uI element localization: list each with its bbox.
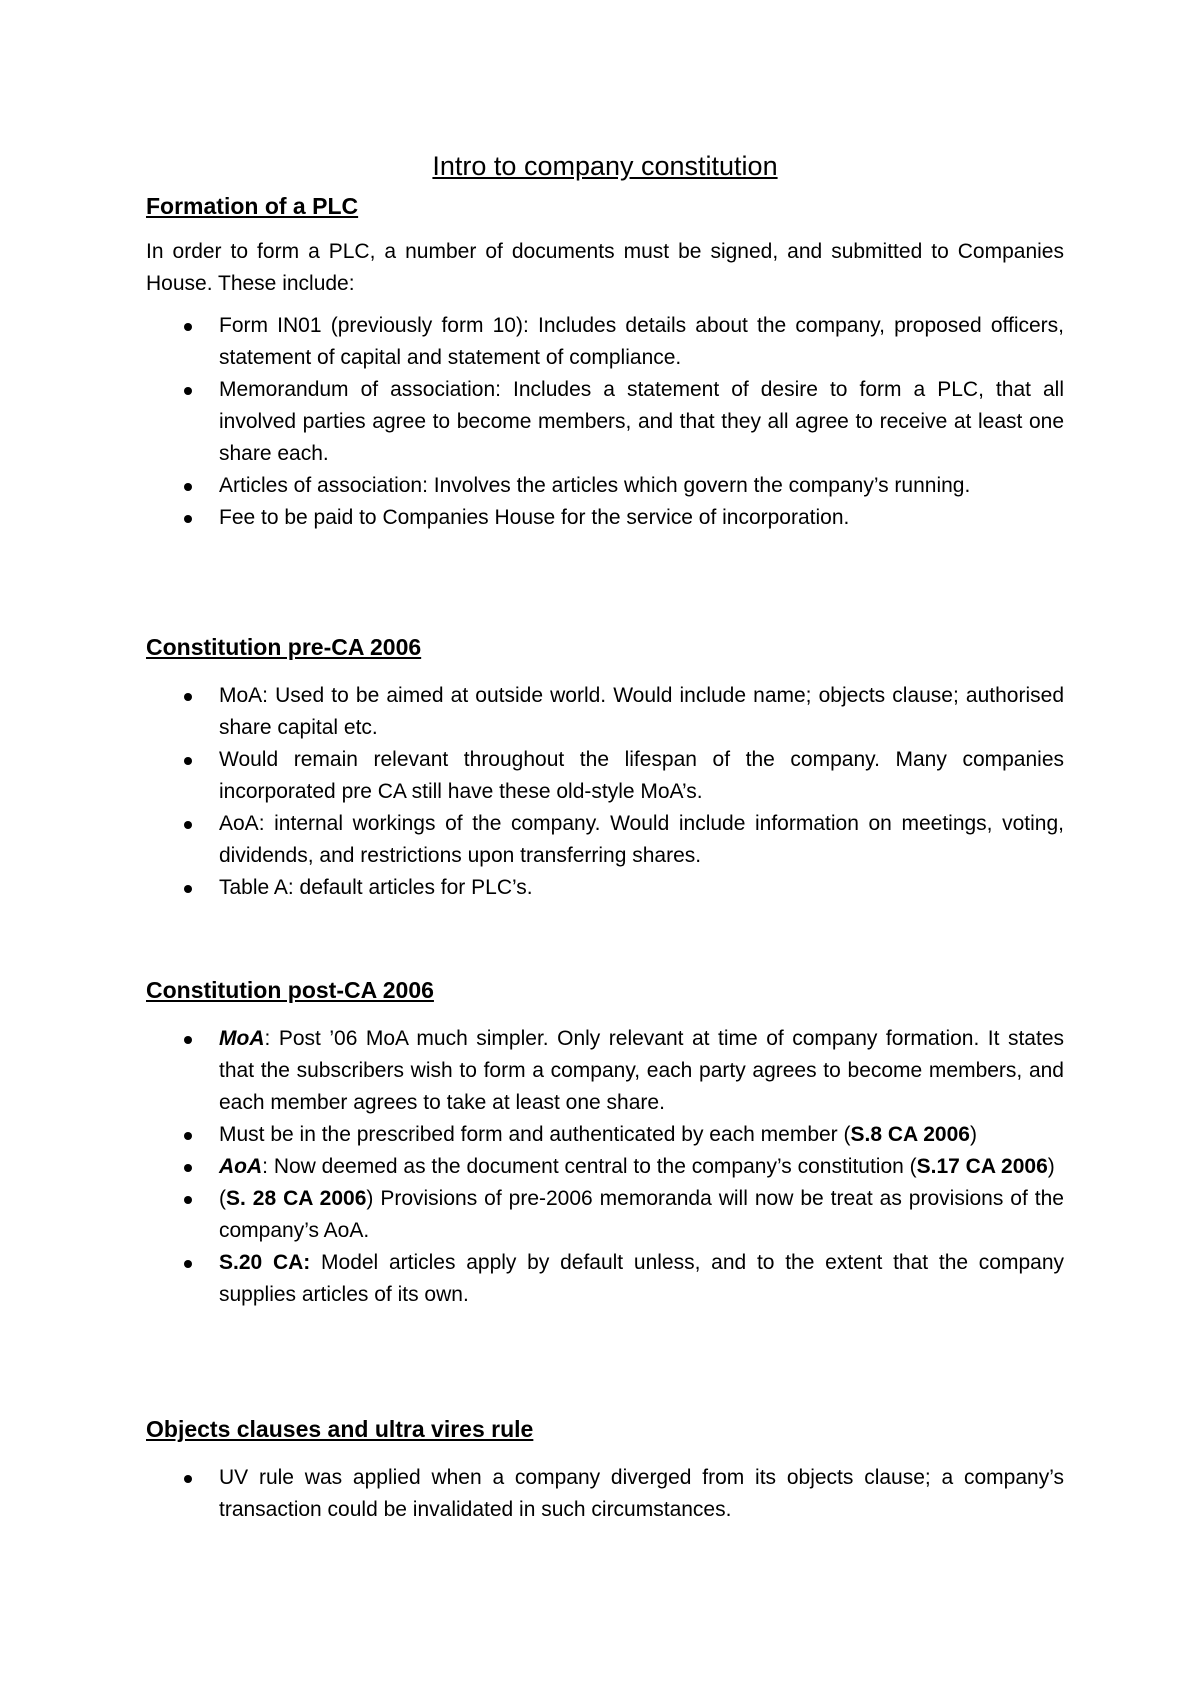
- list-item: AoA: Now deemed as the document central to the company’s constitution (S.17 CA 2006): [146, 1151, 1064, 1183]
- bullet-icon: [184, 1260, 192, 1268]
- list-item: Must be in the prescribed form and authenticated by each member (S.8 CA 2006): [146, 1119, 1064, 1151]
- list-item: MoA: Used to be aimed at outside world. Would include name; objects clause; authorised share capital etc.: [146, 680, 1064, 744]
- list-item: MoA: Post ’06 MoA much simpler. Only relevant at time of company formation. It states that the subscribers wish to form a company, each party agrees to become members, and each member agrees to take at least one share.: [146, 1023, 1064, 1119]
- bullet-icon: [184, 1036, 192, 1044]
- bullet-icon: [184, 1475, 192, 1483]
- heading-objects: Objects clauses and ultra vires rule: [146, 1416, 534, 1442]
- bullet-icon: [184, 885, 192, 893]
- pre-ca-list: [146, 680, 1064, 904]
- objects-list: [146, 1462, 1064, 1526]
- list-item: Would remain relevant throughout the lifespan of the company. Many companies incorporated pre CA still have these old-style MoA’s.: [146, 744, 1064, 808]
- list-item: (S. 28 CA 2006) Provisions of pre-2006 memoranda will now be treat as provisions of the company’s AoA.: [146, 1183, 1064, 1247]
- bullet-icon: [184, 757, 192, 765]
- heading-pre-ca: Constitution pre-CA 2006: [146, 634, 422, 660]
- bullet-icon: [184, 821, 192, 829]
- list-item: Form IN01 (previously form 10): Includes details about the company, proposed officers, statement of capital and statement of compliance.: [146, 310, 1064, 374]
- bullet-icon: [184, 1132, 192, 1140]
- post-ca-list: [146, 1023, 1064, 1311]
- list-item: Fee to be paid to Companies House for the service of incorporation.: [146, 502, 1064, 534]
- formation-list: [146, 310, 1064, 534]
- bullet-icon: [184, 515, 192, 523]
- list-item: UV rule was applied when a company diverged from its objects clause; a company’s transaction could be invalidated in such circumstances.: [146, 1462, 1064, 1526]
- heading-post-ca: Constitution post-CA 2006: [146, 977, 434, 1003]
- bullet-icon: [184, 693, 192, 701]
- list-item: Articles of association: Involves the articles which govern the company’s running.: [146, 470, 1064, 502]
- heading-formation: Formation of a PLC: [146, 193, 359, 219]
- bullet-icon: [184, 483, 192, 491]
- formation-intro: In order to form a PLC, a number of documents must be signed, and submitted to Companies House. These include:: [146, 240, 1064, 295]
- list-item: Table A: default articles for PLC’s.: [146, 872, 1064, 904]
- list-item: AoA: internal workings of the company. Would include information on meetings, voting, dividends, and restrictions upon transferring shares.: [146, 808, 1064, 872]
- bullet-icon: [184, 1164, 192, 1172]
- bullet-icon: [184, 387, 192, 395]
- bullet-icon: [184, 1196, 192, 1204]
- page-title: Intro to company constitution: [432, 151, 778, 181]
- bullet-icon: [184, 323, 192, 331]
- list-item: Memorandum of association: Includes a statement of desire to form a PLC, that all involved parties agree to become members, and that they all agree to receive at least one share each.: [146, 374, 1064, 470]
- list-item: S.20 CA: Model articles apply by default unless, and to the extent that the company supplies articles of its own.: [146, 1247, 1064, 1311]
